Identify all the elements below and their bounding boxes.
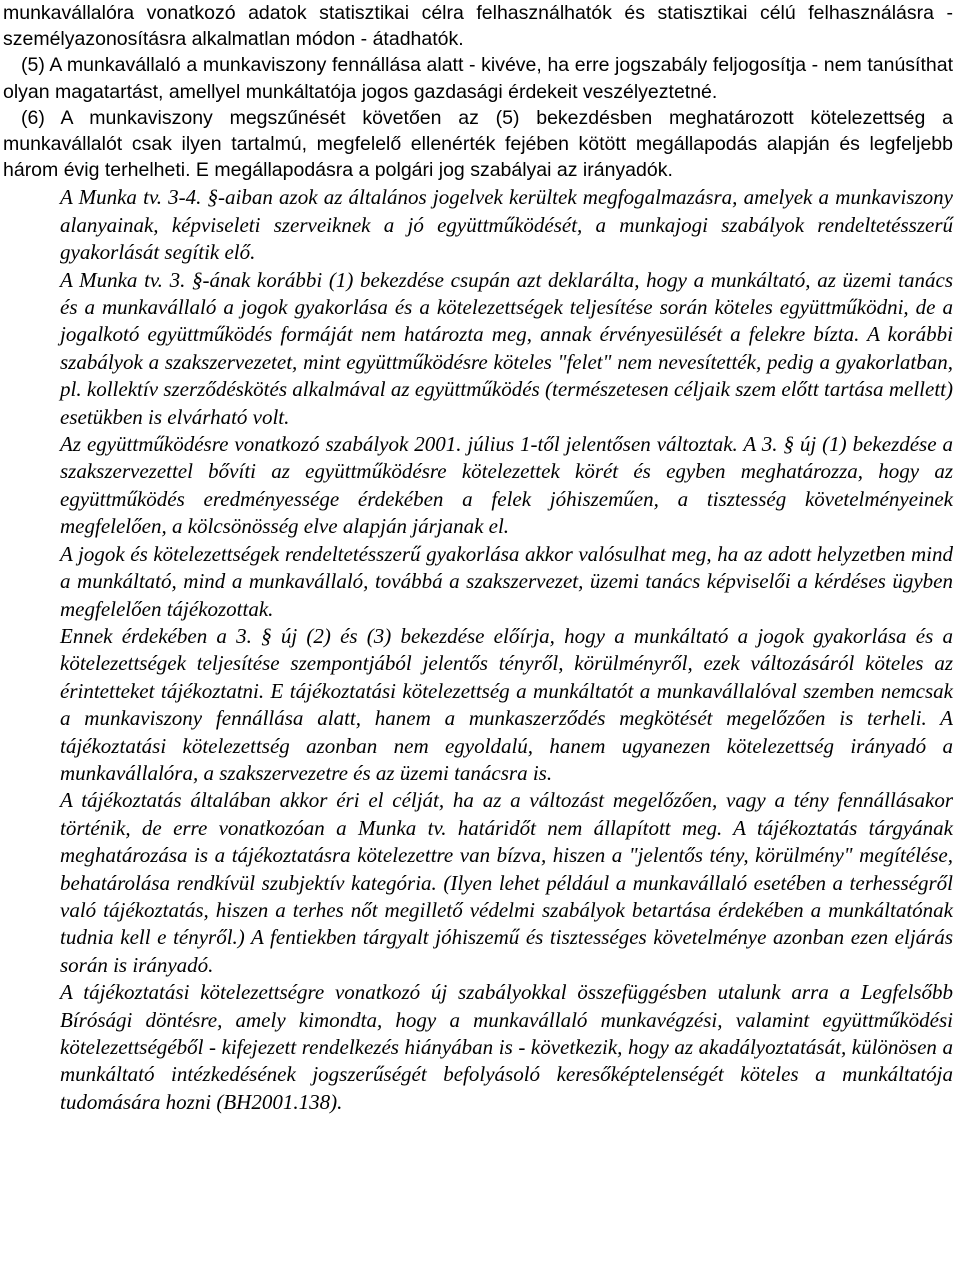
commentary-paragraph: Ennek érdekében a 3. § új (2) és (3) bekezdése előírja, hogy a munkáltató a jogok gyakorlása és a kötelezettségek teljesítése szempontjából jelentős tényről, körülményről, ezek változásáról köteles az érintetteket tájékoztatni. E tájékoztatási kötelezettség a munkáltatót a munkavállalóval szemben nemcsak a munkaviszony fennállása alatt, hanem a munkaszerződés megkötését megelőzően is terheli. A tájékoztatási kötelezettség azonban nem egyoldalú, hanem ugyanezen kötelezettség irányadó a munkavállalóra, a szakszervezetre és az üzemi tanácsra is. xyxy=(60,623,953,785)
commentary-paragraph: A Munka tv. 3. §-ának korábbi (1) bekezdése csupán azt deklarálta, hogy a munkáltató, az üzemi tanács és a munkavállaló a jogok gyakorlása és a kötelezettségek teljesítése során köteles együttműködni, de a jogalkotó együttműködés formáját nem határozta meg, annak érvényesülését a felekre bízta. A korábbi szabályok a szakszervezetet, mint együttműködésre köteles "felet" nem nevesítették, pedig a gyakorlatban, pl. kollektív szerződéskötés alkalmával az együttműködés (természetesen céljaik szem előtt tartása mellett) esetükben is elvárható volt. xyxy=(60,267,953,429)
commentary-text-block xyxy=(3,184,953,1116)
statute-paragraph-continuation: munkavállalóra vonatkozó adatok statisztikai célra felhasználhatók és statisztikai célú felhasználásra - személyazonosításra alkalmatlan módon - átadhatók. xyxy=(3,2,953,51)
statute-text-block xyxy=(3,0,953,183)
statute-paragraph-6: (6) A munkaviszony megszűnését követően az (5) bekezdésben meghatározott kötelezettség a munkavállalót csak ilyen tartalmú, megfelelő ellenérték fejében kötött megállapodás alapján és legfeljebb három évig terhelheti. E megállapodásra a polgári jog szabályai az irányadók. xyxy=(3,106,953,182)
statute-paragraph-5: (5) A munkavállaló a munkaviszony fennállása alatt - kivéve, ha erre jogszabály feljogosítja - nem tanúsíthat olyan magatartást, amellyel munkáltatója jogos gazdasági érdekeit veszélyeztetné. xyxy=(3,54,953,103)
commentary-paragraph: Az együttműködésre vonatkozó szabályok 2001. július 1-től jelentősen változtak. A 3. § új (1) bekezdése a szakszervezettel bővíti az együttműködésre kötelezettek körét és egyben meghatározza, hogy az együttműködés eredményessége érdekében a felek jóhiszeműen, a tisztesség követelményeinek megfelelően, a kölcsönösség elve alapján járjanak el. xyxy=(60,432,953,539)
commentary-paragraph: A tájékoztatási kötelezettségre vonatkozó új szabályokkal összefüggésben utalunk arra a Legfelsőbb Bírósági döntésre, amely kimondta, hogy a munkavállaló munkavégzési, valamint együttműködési kötelezettségéből - kifejezett rendelkezés hiányában is - következik, hogy az akadályoztatását, különösen a munkáltató intézkedésének jogszerűségét befolyásoló keresőképtelenségét köteles a munkáltatója tudomására hozni (BH2001.138). xyxy=(60,980,953,1114)
commentary-paragraph: A Munka tv. 3-4. §-aiban azok az általános jogelvek kerültek megfogalmazásra, amelyek a munkaviszony alanyainak, képviseleti szerveiknek a jó együttműködését, a munkajogi szabályok rendeltetésszerű gyakorlását segítik elő. xyxy=(60,185,953,265)
commentary-paragraph: A jogok és kötelezettségek rendeltetésszerű gyakorlása akkor valósulhat meg, ha az adott helyzetben mind a munkáltató, mind a munkavállaló, továbbá a szakszervezet, üzemi tanács képviselői a kérdéses ügyben megfelelően tájékozottak. xyxy=(60,541,953,621)
commentary-paragraph: A tájékoztatás általában akkor éri el célját, ha az a változást megelőzően, vagy a tény fennállásakor történik, de erre vonatkozóan a Munka tv. határidőt nem állapított meg. A tájékoztatás tárgyának meghatározása is a tájékoztatásra kötelezettre van bízva, hiszen a "jelentős tény, körülmény" megítélése, behatárolása rendkívül szubjektív kategória. (Ilyen lehet például a munkavállaló esetében a terhességről való tájékoztatás, hiszen a terhes nőt megillető védelmi szabályok betartása érdekében a munkáltatónak tudnia kell e tényről.) A fentiekben tárgyalt jóhiszemű és tisztességes követelménye azonban ezen eljárás során is irányadó. xyxy=(60,788,953,977)
